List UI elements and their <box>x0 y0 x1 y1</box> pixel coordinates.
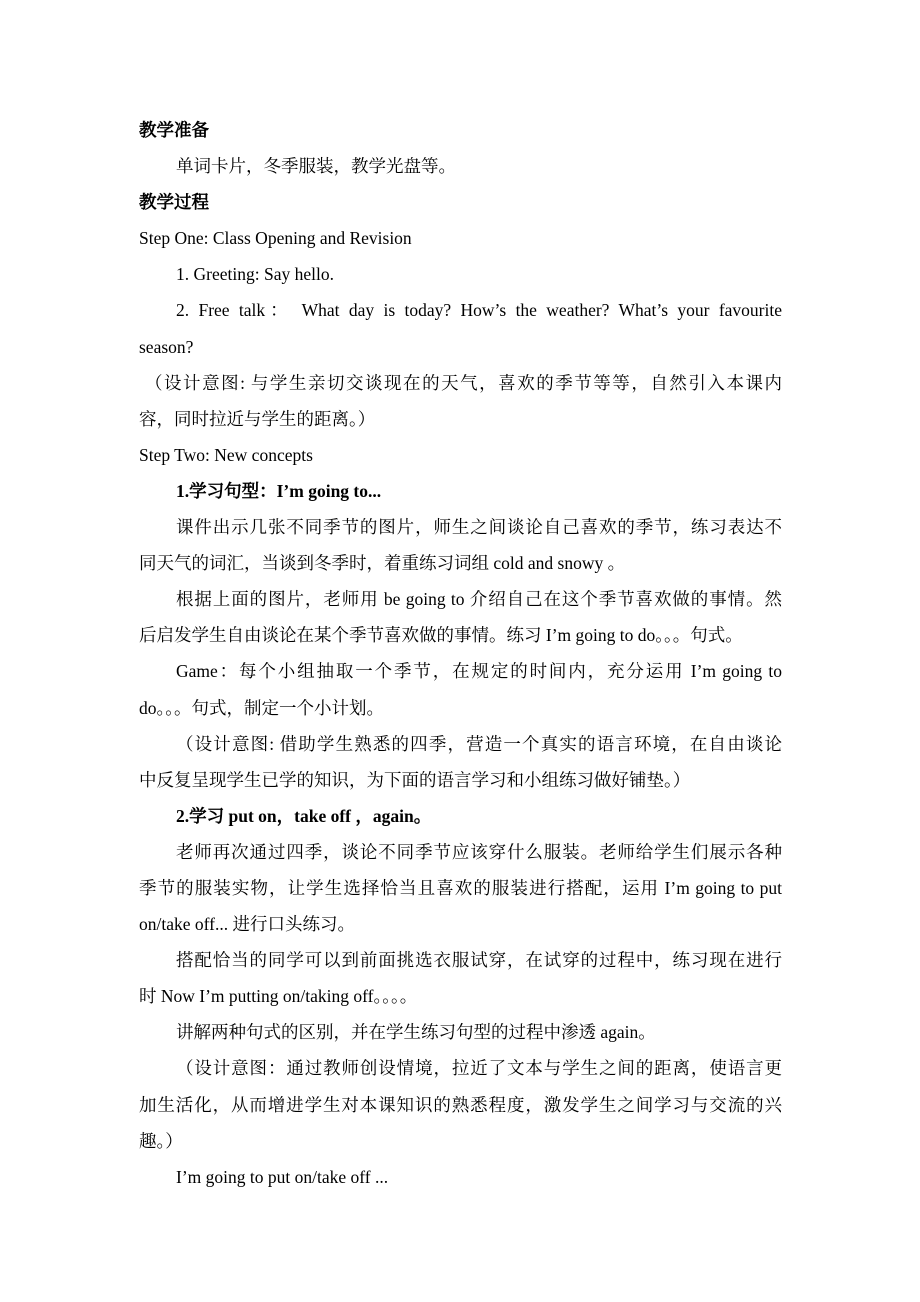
subsection-heading: 1.学习句型：I’m going to... <box>176 480 382 501</box>
text-line: 同天气的词汇，当谈到冬季时，着重练习词组 cold and snowy 。 <box>139 553 626 574</box>
text-line: 容，同时拉近与学生的距离。） <box>139 408 376 429</box>
text-line: 趣。） <box>139 1130 183 1151</box>
section-heading: 教学过程 <box>139 192 209 213</box>
text-line: 老师再次通过四季，谈论不同季节应该穿什么服装。老师给学生们展示各种 <box>176 841 782 862</box>
text-line: Step Two: New concepts <box>139 444 313 465</box>
section-heading: 教学准备 <box>139 120 209 140</box>
text-line: do。。。句式，制定一个小计划。 <box>139 697 384 718</box>
subsection-heading: 2.学习 put on，take off ，again。 <box>176 805 432 826</box>
text-line: 课件出示几张不同季节的图片，师生之间谈论自己喜欢的季节，练习表达不 <box>176 517 782 538</box>
text-line: 讲解两种句式的区别，并在学生练习句型的过程中渗透 again。 <box>176 1022 656 1043</box>
text-line: 单词卡片，冬季服装，教学光盘等。 <box>176 156 456 177</box>
text-line: Step One: Class Opening and Revision <box>139 228 412 249</box>
text-line: Game：每个小组抽取一个季节，在规定的时间内，充分运用 I’m going to <box>176 661 782 682</box>
text-line: （设计意图: 借助学生熟悉的四季，营造一个真实的语言环境，在自由谈论 <box>176 733 782 754</box>
text-line: season? <box>139 336 194 357</box>
text-line: 搭配恰当的同学可以到前面挑选衣服试穿，在试穿的过程中，练习现在进行 <box>176 950 782 971</box>
text-line: 后启发学生自由谈论在某个季节喜欢做的事情。练习 I’m going to do。。。句式。 <box>139 625 743 646</box>
text-line: 根据上面的图片，老师用 be going to 介绍自己在这个季节喜欢做的事情。然 <box>176 589 782 610</box>
text-line: （设计意图：通过教师创设情境，拉近了文本与学生之间的距离，使语言更 <box>176 1058 782 1079</box>
document-page <box>139 112 782 1195</box>
text-line: 加生活化，从而增进学生对本课知识的熟悉程度，激发学生之间学习与交流的兴 <box>139 1094 782 1115</box>
text-line: 季节的服装实物，让学生选择恰当且喜欢的服装进行搭配，运用 I’m going to put <box>139 877 782 898</box>
text-line: 1. Greeting: Say hello. <box>176 264 334 285</box>
text-line: （设计意图: 与学生亲切交谈现在的天气，喜欢的季节等等，自然引入本课内 <box>145 372 782 393</box>
text-line: 中反复呈现学生已学的知识，为下面的语言学习和小组练习做好铺垫。） <box>139 769 691 790</box>
text-line: 时 Now I’m putting on/taking off。。。。 <box>139 986 418 1007</box>
text-line: on/take off... 进行口头练习。 <box>139 914 355 935</box>
text-line: 2. Free talk： What day is today? How’s the weather? What’s your favourite <box>176 300 782 321</box>
text-line: I’m going to put on/take off ... <box>176 1166 389 1187</box>
